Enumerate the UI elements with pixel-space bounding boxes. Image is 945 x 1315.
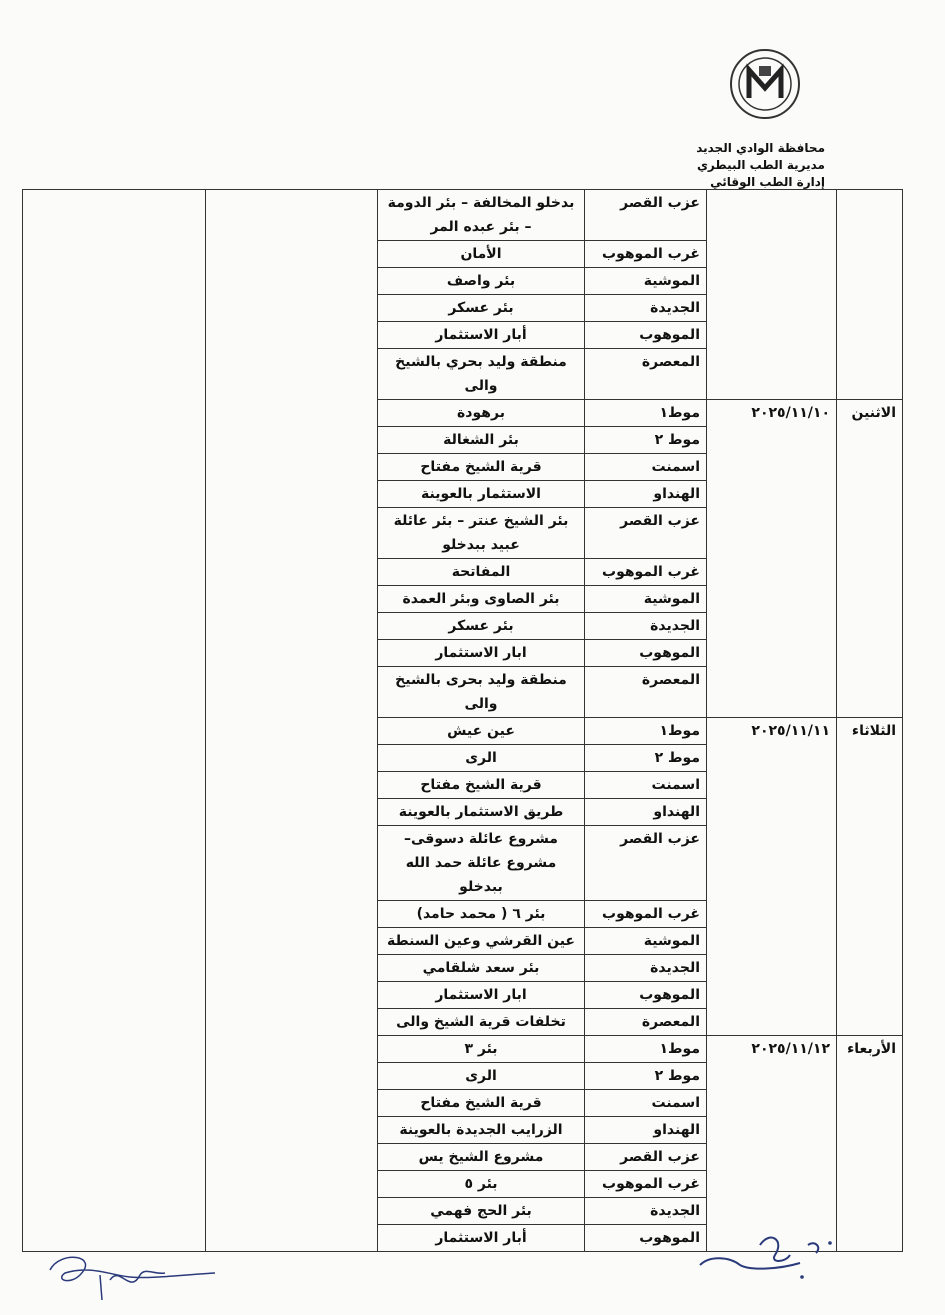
area-cell: الموشية: [585, 928, 707, 955]
signature-icon: [40, 1245, 220, 1305]
area-cell: موط١: [585, 1036, 707, 1063]
date-cell: ٢٠٢٥/١١/١٢: [707, 1036, 837, 1252]
location-cell: بدخلو المخالفة – بئر الدومة – بئر عبده المر: [378, 190, 585, 241]
location-cell: بئر الحج فهمي: [378, 1198, 585, 1225]
location-cell: قرية الشيخ مفتاح: [378, 454, 585, 481]
location-cell: منطقة وليد بحري بالشيخ والى: [378, 349, 585, 400]
header-governorate: محافظة الوادي الجديد: [696, 141, 825, 155]
table-row: [23, 190, 903, 241]
header-directorate: مديرية الطب البيطري: [696, 158, 825, 172]
area-cell: غرب الموهوب: [585, 1171, 707, 1198]
blank-column: [206, 190, 378, 1252]
area-cell: الموهوب: [585, 1225, 707, 1252]
location-cell: الرى: [378, 745, 585, 772]
blank-column: [23, 190, 206, 1252]
day-cell: [837, 190, 903, 400]
area-cell: موط ٢: [585, 427, 707, 454]
location-cell: الأمان: [378, 241, 585, 268]
area-cell: عزب القصر: [585, 826, 707, 901]
location-cell: بئر عسكر: [378, 295, 585, 322]
location-cell: مشروع عائلة دسوقى– مشروع عائلة حمد الله ببدخلو: [378, 826, 585, 901]
location-cell: بئر الشغالة: [378, 427, 585, 454]
location-cell: بئر ٦ ( محمد حامد): [378, 901, 585, 928]
schedule-table: [22, 189, 903, 1252]
location-cell: برهودة: [378, 400, 585, 427]
location-cell: بئر الصاوى وبئر العمدة: [378, 586, 585, 613]
area-cell: اسمنت: [585, 1090, 707, 1117]
location-cell: بئر الشيخ عنتر – بئر عائلة عبيد ببدخلو: [378, 508, 585, 559]
area-cell: الجديدة: [585, 295, 707, 322]
location-cell: ابار الاستثمار: [378, 982, 585, 1009]
area-cell: عزب القصر: [585, 1144, 707, 1171]
day-cell: الاثنين: [837, 400, 903, 718]
date-cell: [707, 190, 837, 400]
area-cell: الموهوب: [585, 640, 707, 667]
location-cell: قرية الشيخ مفتاح: [378, 772, 585, 799]
area-cell: عزب القصر: [585, 508, 707, 559]
location-cell: بئر واصف: [378, 268, 585, 295]
signature-icon: [690, 1225, 850, 1295]
header-department: إدارة الطب الوقائي: [710, 175, 825, 189]
location-cell: المفاتحة: [378, 559, 585, 586]
location-cell: بئر عسكر: [378, 613, 585, 640]
area-cell: غرب الموهوب: [585, 901, 707, 928]
area-cell: غرب الموهوب: [585, 559, 707, 586]
area-cell: الهنداو: [585, 481, 707, 508]
area-cell: موط١: [585, 718, 707, 745]
area-cell: اسمنت: [585, 454, 707, 481]
area-cell: الموشية: [585, 586, 707, 613]
area-cell: الجديدة: [585, 613, 707, 640]
location-cell: عين عيش: [378, 718, 585, 745]
location-cell: الاستثمار بالعوينة: [378, 481, 585, 508]
area-cell: الهنداو: [585, 1117, 707, 1144]
area-cell: عزب القصر: [585, 190, 707, 241]
location-cell: الرى: [378, 1063, 585, 1090]
area-cell: المعصرة: [585, 349, 707, 400]
location-cell: منطقة وليد بحرى بالشيخ والى: [378, 667, 585, 718]
location-cell: الزرايب الجديدة بالعوينة: [378, 1117, 585, 1144]
area-cell: الموشية: [585, 268, 707, 295]
location-cell: أبار الاستثمار: [378, 322, 585, 349]
area-cell: الهنداو: [585, 799, 707, 826]
emblem-icon: [729, 48, 801, 120]
area-cell: المعصرة: [585, 667, 707, 718]
location-cell: قرية الشيخ مفتاح: [378, 1090, 585, 1117]
location-cell: بئر ٥: [378, 1171, 585, 1198]
area-cell: الموهوب: [585, 982, 707, 1009]
location-cell: بئر سعد شلقامي: [378, 955, 585, 982]
area-cell: الجديدة: [585, 955, 707, 982]
location-cell: طريق الاستثمار بالعوينة: [378, 799, 585, 826]
location-cell: تخلفات قرية الشيخ والى: [378, 1009, 585, 1036]
area-cell: موط١: [585, 400, 707, 427]
date-cell: ٢٠٢٥/١١/١٠: [707, 400, 837, 718]
area-cell: موط ٢: [585, 745, 707, 772]
area-cell: اسمنت: [585, 772, 707, 799]
location-cell: ابار الاستثمار: [378, 640, 585, 667]
area-cell: غرب الموهوب: [585, 241, 707, 268]
area-cell: الموهوب: [585, 322, 707, 349]
location-cell: مشروع الشيخ يس: [378, 1144, 585, 1171]
location-cell: أبار الاستثمار: [378, 1225, 585, 1252]
day-cell: الثلاثاء: [837, 718, 903, 1036]
location-cell: عين القرشي وعين السنطة: [378, 928, 585, 955]
location-cell: بئر ٣: [378, 1036, 585, 1063]
area-cell: الجديدة: [585, 1198, 707, 1225]
area-cell: المعصرة: [585, 1009, 707, 1036]
day-cell: الأربعاء: [837, 1036, 903, 1252]
area-cell: موط ٢: [585, 1063, 707, 1090]
date-cell: ٢٠٢٥/١١/١١: [707, 718, 837, 1036]
